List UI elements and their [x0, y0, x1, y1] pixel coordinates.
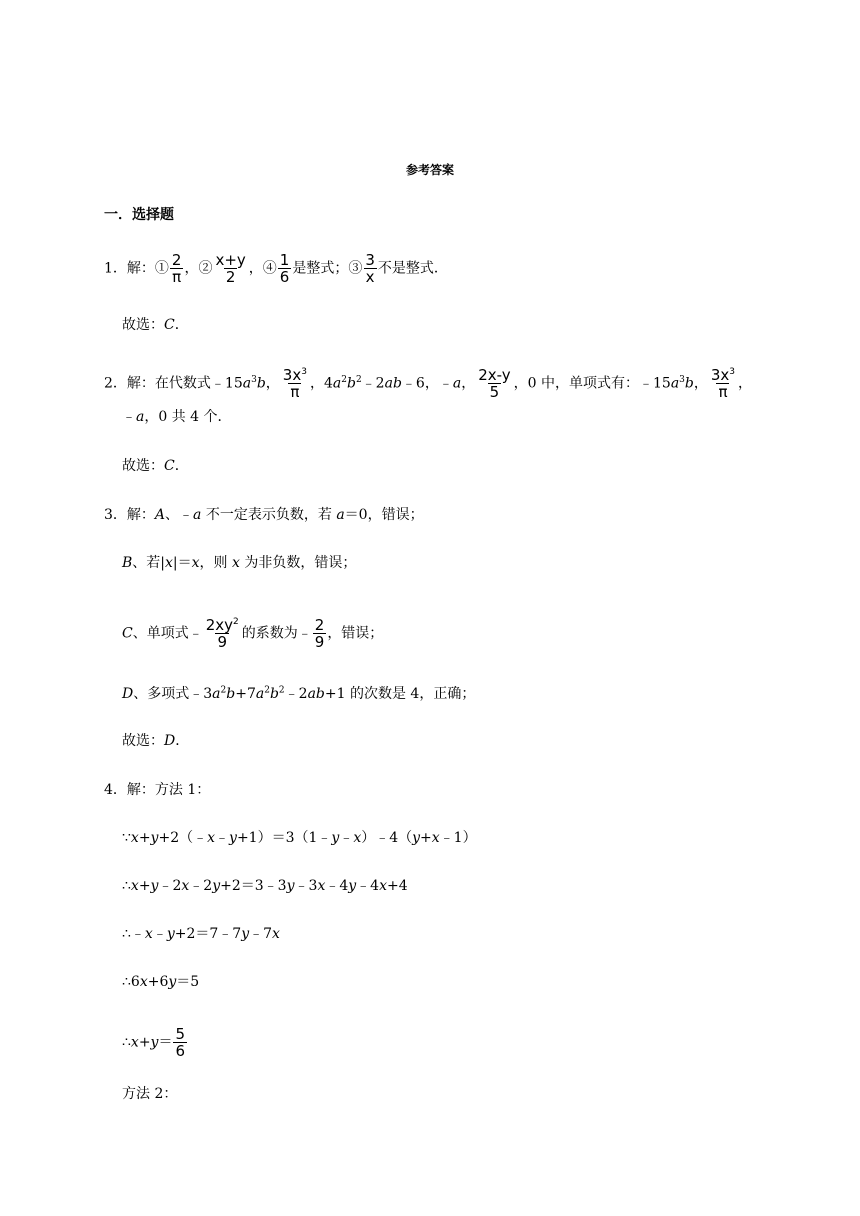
q2-answer: 故选：C．	[122, 458, 189, 474]
page-title: 参考答案	[405, 163, 454, 177]
circled-1: ①	[154, 260, 169, 277]
q1-solution: 1．解：① $\frac{2}{\pi}$ ，② $\frac{x+y}{2}$ ，④ $\frac{1}{6}$ 是整式；③ $\frac{3}{x}$ 不是整式．	[104, 251, 448, 286]
q2-solution-line2: ﹣a，0 共 4 个．	[122, 409, 232, 425]
q4-step-2: ∴x+y﹣2x﹣2y+2＝3﹣3y﹣3x﹣4y﹣4x+4	[122, 878, 408, 894]
q3-answer: 故选：D．	[122, 733, 190, 749]
q4-step-5: ∴x+y＝ $\frac{5}{6}$	[122, 1025, 186, 1060]
q4-step-3: ∴﹣x﹣y+2＝7﹣7y﹣7x	[122, 926, 280, 942]
q3-option-a: 3．解：A、﹣a 不一定表示负数，若 a＝0，错误；	[104, 507, 424, 523]
q3-option-d: D、多项式$﹣3a^2b+7a^2b^2﹣2ab+1$ 的次数是 4，正确；	[122, 685, 476, 702]
q4-method-2: 方法 2：	[122, 1086, 178, 1102]
q4-heading: 4．解：方法 1：	[104, 782, 211, 798]
answer-letter: C	[164, 458, 175, 474]
fraction: $\frac{2x-y}{5}$	[478, 366, 511, 401]
section-heading: 一．选择题	[104, 207, 174, 223]
fraction: $\frac{1}{6}$	[279, 251, 290, 286]
circled-2: ②	[198, 260, 213, 277]
q4-step-4: ∴6x+6y＝5	[122, 974, 200, 990]
fraction: $\frac{2xy^2}{9}$	[205, 616, 239, 651]
q2-solution: 2．解：在代数式$﹣15a^3b$， $\frac{3x^3}{\pi}$ ，$4a^2b^2﹣2ab﹣6$，﹣a， $\frac{2x-y}{5}$ ，0 中，单项式有：$﹣15a^3b$， $\frac{3x^3}{\pi}$ ，	[104, 366, 753, 401]
fraction: $\frac{5}{6}$	[175, 1025, 186, 1060]
fraction: $\frac{x+y}{2}$	[215, 251, 246, 286]
answer-letter: D	[164, 733, 176, 749]
fraction: $\frac{3}{x}$	[365, 251, 375, 286]
fraction: $\frac{3x^3}{\pi}$	[710, 366, 736, 401]
circled-4: ④	[262, 260, 277, 277]
fraction: $\frac{2}{9}$	[314, 616, 325, 651]
circled-3: ③	[348, 260, 363, 277]
q1-prefix: 1．解：	[104, 260, 155, 277]
q3-option-c: C、单项式﹣ $\frac{2xy^2}{9}$ 的系数为﹣ $\frac{2}{9}$ ，错误；	[122, 616, 384, 651]
q1-answer: 故选：C．	[122, 317, 189, 333]
fraction: $\frac{3x^3}{\pi}$	[282, 366, 307, 401]
q3-option-b: B、若|x|＝x，则 x 为非负数，错误；	[122, 555, 357, 571]
q4-step-1: ∵x+y+2（﹣x﹣y+1）＝3（1﹣y﹣x）﹣4（y+x﹣1）	[122, 830, 477, 846]
answer-letter: C	[164, 317, 175, 333]
fraction: $\frac{2}{\pi}$	[171, 251, 182, 286]
